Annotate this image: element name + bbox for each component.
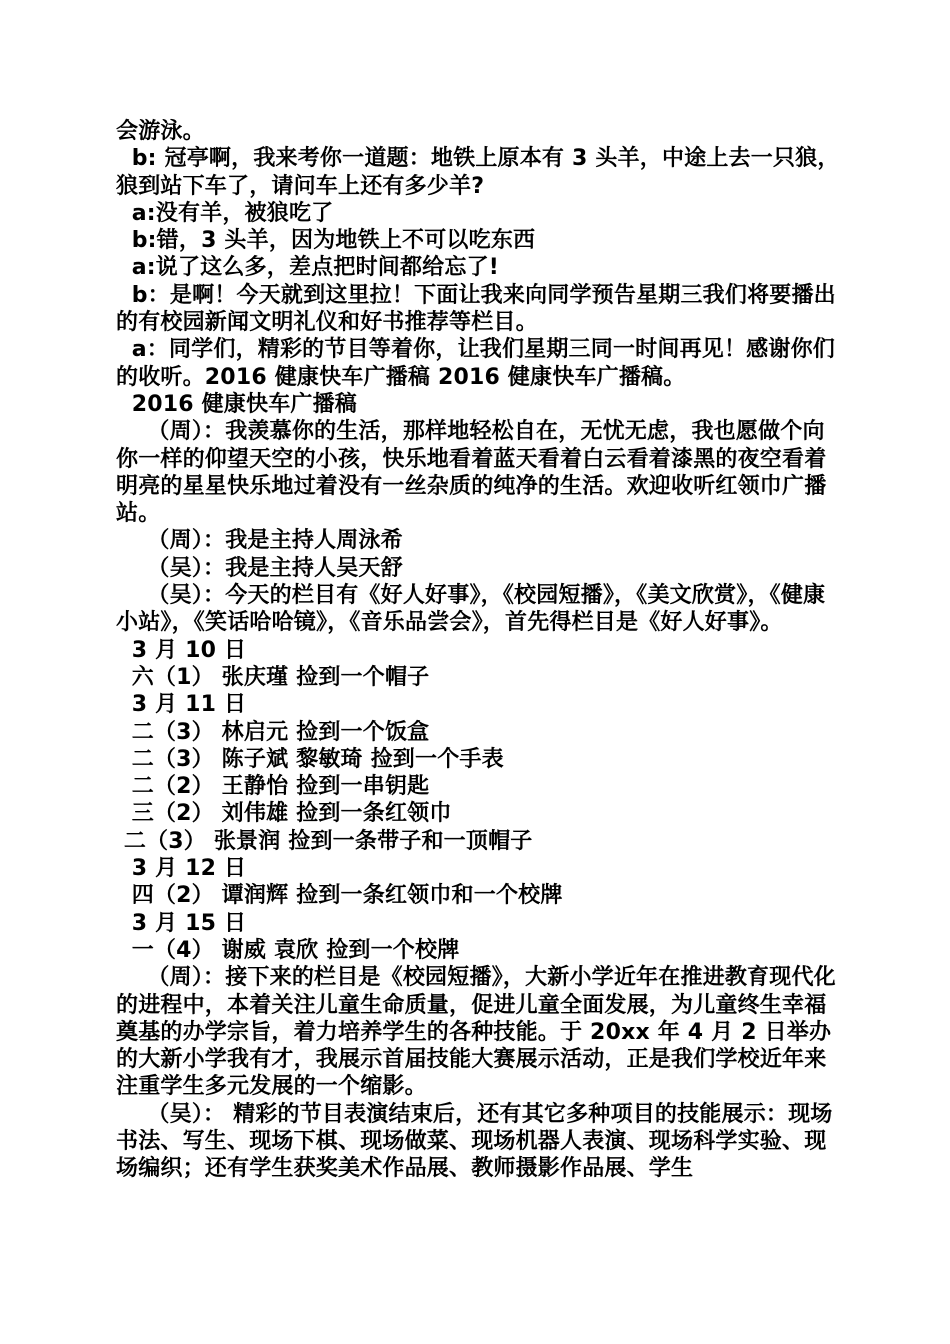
section-heading: 2016 健康快车广播稿 — [116, 391, 358, 417]
good-deed-line: 二（3） 张景润 捡到一条带子和一顶帽子 — [116, 828, 533, 854]
paragraph-campus-news: （周）：接下来的栏目是《校园短播》，大新小学近年在推进教育现代化的进程中，本着关注儿童生命质量，促进儿童全面发展，为儿童终生幸福奠基的办学宗旨，着力培养学生的各种技能。于 20xx 年 4 月 2 日举办的大新小学我有才，我展示首届技能大赛展示活动，正是我们学校近年来注重学生多元发展的一个缩影。 — [116, 965, 836, 1100]
paragraph-riddle-question: b: 冠亭啊，我来考你一道题：地铁上原本有 3 头羊，中途上去一只狼，狼到站下车了，请问车上还有多少羊? — [116, 146, 840, 199]
paragraph-goodbye: a：同学们，精彩的节目等着你，让我们星期三同一时间再见！感谢你们的收听。2016 健康快车广播稿 2016 健康快车广播稿。 — [116, 337, 835, 390]
date-line: 3 月 15 日 — [116, 910, 247, 936]
good-deed-line: 一（4） 谢威 袁欣 捡到一个校牌 — [116, 937, 460, 963]
paragraph-preview: b：是啊！今天就到这里拉！下面让我来向同学预告星期三我们将要播出的有校园新闻文明礼仪和好书推荐等栏目。 — [116, 282, 836, 336]
date-line: 3 月 10 日 — [116, 637, 247, 663]
paragraph-host-wu: （吴）：我是主持人吴天舒 — [116, 555, 403, 581]
date-line: 3 月 11 日 — [116, 692, 247, 718]
paragraph-answer-a: a:没有羊，被狼吃了 — [116, 200, 334, 226]
paragraph-skills-show: （吴）： 精彩的节目表演结束后，还有其它多种项目的技能展示：现场书法、写生、现场下棋、现场做菜、现场机器人表演、现场科学实验、现场编织；还有学生获奖美术作品展、教师摄影作品展、学生 — [116, 1101, 833, 1182]
good-deed-line: 三（2） 刘伟雄 捡到一条红领巾 — [116, 801, 452, 827]
good-deed-line: 六（1） 张庆瑾 捡到一个帽子 — [116, 664, 430, 690]
paragraph-program-list: （吴）：今天的栏目有《好人好事》，《校园短播》，《美文欣赏》，《健康小站》，《笑话哈哈镜》，《音乐品尝会》，首先得栏目是《好人好事》。 — [116, 583, 826, 636]
date-line: 3 月 12 日 — [116, 856, 247, 882]
paragraph-intro-zhou: （周）：我羡慕你的生活，那样地轻松自在，无忧无虑，我也愿做个向你一样的仰望天空的小孩，快乐地看着蓝天看着白云看着漆黑的夜空看着明亮的星星快乐地过着没有一丝杂质的纯净的生活。欢迎收听红领巾广播站。 — [116, 419, 827, 527]
good-deed-line: 二（3） 陈子斌 黎敏琦 捡到一个手表 — [116, 746, 504, 772]
good-deed-line: 四（2） 谭润辉 捡到一条红领巾和一个校牌 — [116, 883, 563, 909]
paragraph-answer-b: b:错，3 头羊，因为地铁上不可以吃东西 — [116, 228, 536, 254]
paragraph-swim: 会游泳。 — [116, 119, 205, 144]
good-deed-line: 二（3） 林启元 捡到一个饭盒 — [116, 719, 430, 745]
paragraph-host-zhou: （周）：我是主持人周泳希 — [116, 528, 403, 554]
good-deed-line: 二（2） 王静怡 捡到一串钥匙 — [116, 774, 430, 800]
paragraph-forgot-time: a:说了这么多，差点把时间都给忘了! — [116, 255, 499, 281]
document-body — [116, 118, 840, 1183]
